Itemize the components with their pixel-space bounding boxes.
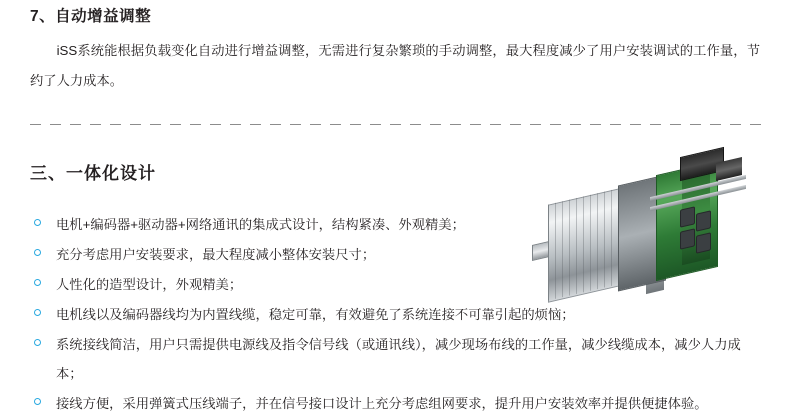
circle-bullet-icon (34, 398, 41, 405)
connector-pad (680, 206, 695, 227)
section-one-heading: 7、自动增益调整 (30, 8, 152, 25)
circle-bullet-icon (34, 309, 41, 316)
list-item-label: 接线方便，采用弹簧式压线端子，并在信号接口设计上充分考虑组网要求，提升用户安装效率并提供便捷体验。 (56, 396, 708, 411)
list-item (30, 210, 595, 239)
circle-bullet-icon (34, 339, 41, 346)
list-item-label: 充分考虑用户安装要求，最大程度减小整体安装尺寸； (56, 247, 376, 262)
list-item-label: 人性化的造型设计，外观精美； (56, 277, 243, 292)
list-item-label: 系统接线简洁，用户只需提供电源线及指令信号线（或通讯线），减少现场布线的工作量，减少线缆成本，减少人力成本； (56, 337, 741, 381)
section-two-heading: 三、一体化设计 (30, 164, 156, 183)
section-two-content (30, 210, 770, 418)
feature-list (30, 210, 741, 418)
section-one-paragraph: iSS系统能根据负载变化自动进行增益调整，无需进行复杂繁琐的手动调整，最大程度减少了用户安装调试的工作量，节约了人力成本。 (30, 43, 760, 88)
list-item (30, 330, 756, 388)
connector-pad (696, 210, 711, 231)
list-item (30, 300, 756, 329)
connector-pad (680, 228, 695, 249)
list-item-label: 电机+编码器+驱动器+网络通讯的集成式设计，结构紧凑、外观精美； (56, 217, 465, 232)
list-item (30, 389, 756, 418)
connector-pad (696, 232, 711, 253)
circle-bullet-icon (34, 219, 41, 226)
list-item-label: 电机线以及编码器线均为内置线缆，稳定可靠，有效避免了系统连接不可靠引起的烦恼； (56, 307, 575, 322)
circle-bullet-icon (34, 249, 41, 256)
section-two (30, 159, 770, 418)
list-item (30, 270, 595, 299)
section-divider (30, 124, 770, 125)
list-item (30, 240, 595, 269)
circle-bullet-icon (34, 279, 41, 286)
